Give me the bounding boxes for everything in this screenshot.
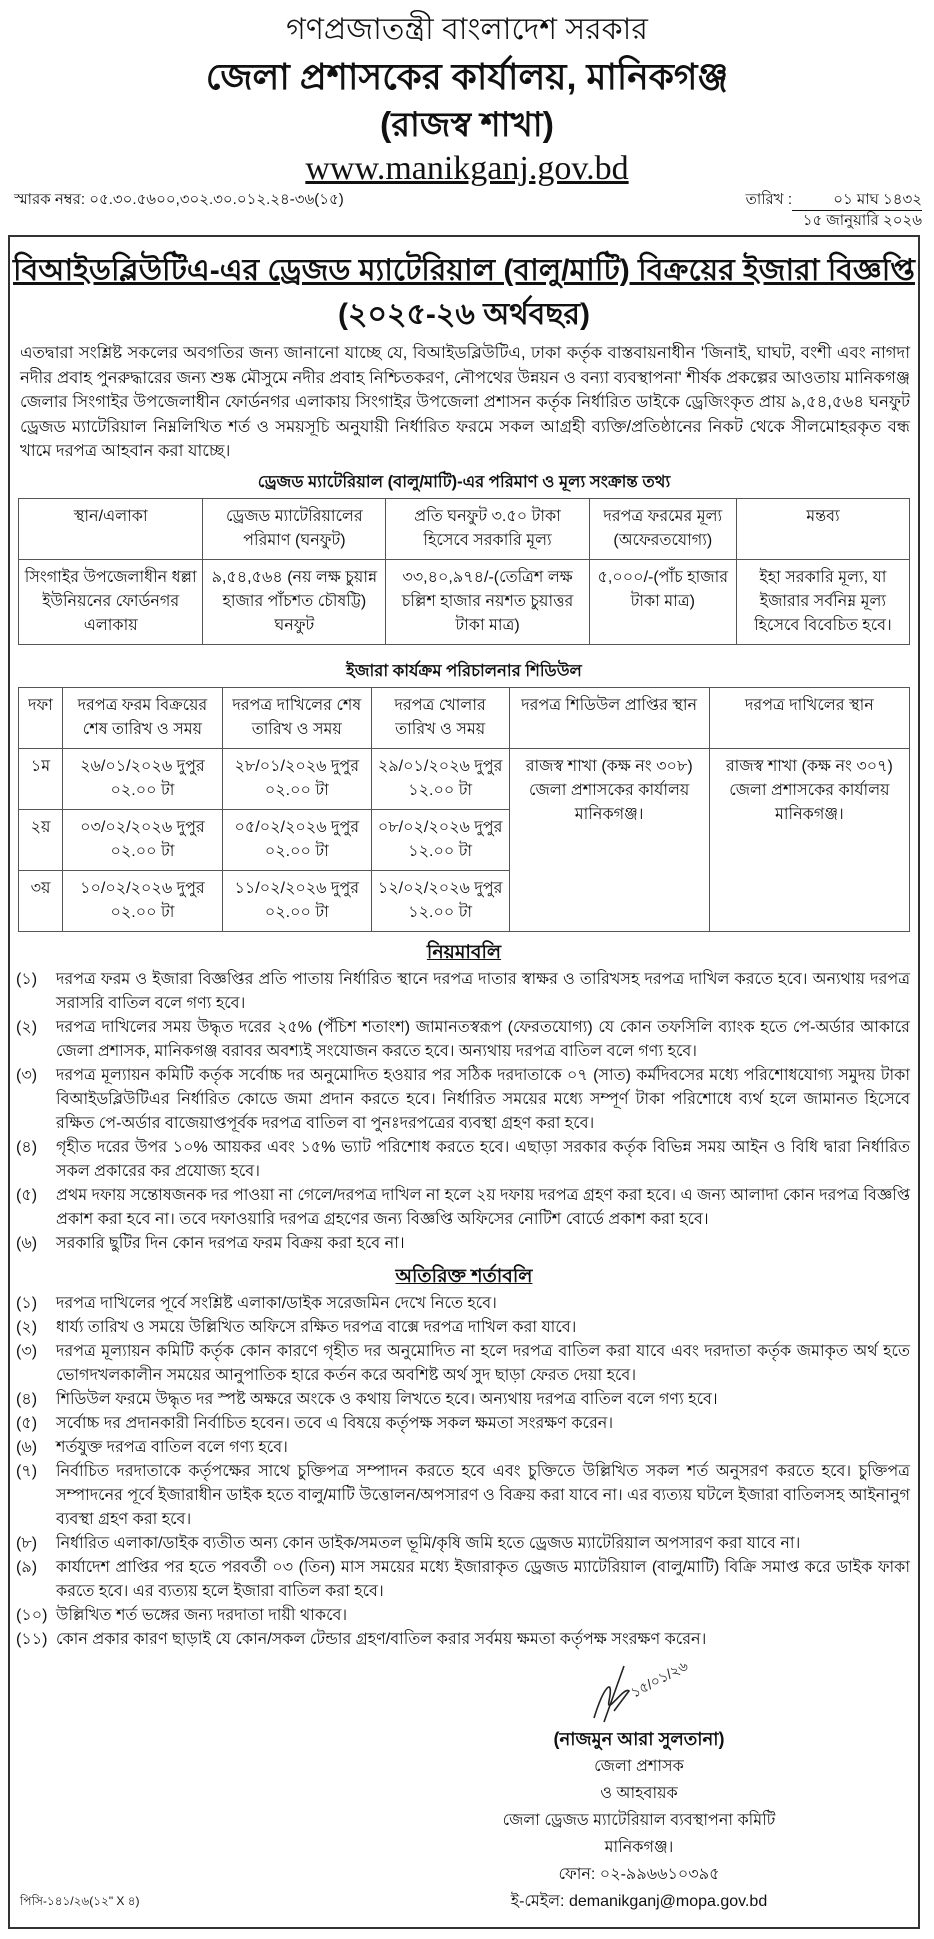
item-number: (১) <box>16 970 38 988</box>
phase-cell: ৩য় <box>19 870 63 931</box>
item-text: দরপত্র মূল্যায়ন কমিটি কর্তৃক সর্বোচ্চ দর অনুমোদিত হওয়ার পর সঠিক দরদাতাকে ০৭ (সাত) কর্মদিবসের মধ্যে পরিশোধযোগ্য সমুদয় টাকা বিআইডব্লিউটিএর নির্ধারিত কোডে জমা প্রদান করতে হবে। নির্ধারিত সময়ের মধ্যে সম্পূর্ণ টাকা পরিশোধে ব্যর্থ হলে জামানত হিসেবে রক্ষিত পে-অর্ডার বাজেয়াপ্তপূর্বক দরপত্র বাতিল বা পুনঃদরপত্রের ব্যবস্থা গ্রহণ করা হবে। <box>56 1066 910 1132</box>
submit-place-cell: রাজস্ব শাখা (কক্ষ নং ৩০৭) জেলা প্রশাসকের কার্যালয় মানিকগঞ্জ। <box>709 748 909 931</box>
list-item <box>16 1412 910 1436</box>
signatory-name: (নাজমুন আরা সুলতানা) <box>553 1728 725 1749</box>
submit-deadline-cell: ০৫/০২/২০২৬ দুপুর ০২.০০ টা <box>222 809 371 870</box>
column-header: স্থান/এলাকা <box>19 498 203 559</box>
table-cell: সিংগাইর উপজেলাধীন ধল্লা ইউনিয়নের ফোর্ডনগর এলাকায় <box>19 559 203 644</box>
item-text: শিডিউল ফরমে উদ্ধৃত দর স্পষ্ট অক্ষরে অংকে ও কথায় লিখতে হবে। অন্যথায় দরপত্র বাতিল বলে গণ্য হবে। <box>56 1390 718 1408</box>
table-cell: ইহা সরকারি মূল্য, যা ইজারার সর্বনিম্ন মূল্য হিসেবে বিবেচিত হবে। <box>736 559 909 644</box>
sale-deadline-cell: ০৩/০২/২০২৬ দুপুর ০২.০০ টা <box>63 809 223 870</box>
item-text: দরপত্র দাখিলের সময় উদ্ধৃত দরের ২৫% (পঁচিশ শতাংশ) জামানতস্বরূপ (ফেরতযোগ্য) যে কোন তফসিলি ব্যাংক হতে পে-অর্ডার আকারে জেলা প্রশাসক, মানিকগঞ্জ বরাবর অবশ্যই সংযোজন করতে হবে। অন্যথায় দরপত্র বাতিল বলে গণ্য হবে। <box>56 1018 910 1060</box>
memo-number: ০৫.৩০.৫৬০০,৩০২.৩০.০১২.২৪-৩৬(১৫) <box>89 191 344 208</box>
branch-name: (রাজস্ব শাখা) <box>380 106 554 144</box>
intro-paragraph: এতদ্বারা সংশ্লিষ্ট সকলের অবগতির জন্য জানানো যাচ্ছে যে, বিআইডব্লিউটিএ, ঢাকা কর্তৃক বাস্তবায়নাধীন 'জিনাই, ঘাঘট, বংশী এবং নাগদা নদীর প্রবাহ পুনরুদ্ধারের জন্য শুষ্ক মৌসুমে নদীর প্রবাহ নিশ্চিতকরণ, নৌপথের উন্নয়ন ও বন্যা ব্যবস্থাপনা' শীর্ষক প্রকল্পের আওতায় মানিকগঞ্জ জেলার সিংগাইর উপজেলাধীন ফোর্ডনগর এলাকায় সিংগাইর উপজেলা প্রশাসন কর্তৃক নির্ধারিত ডাইকে ড্রেজিংকৃত প্রায় ৯,৫৪,৫৬৪ ঘনফুট ড্রেজড ম্যাটেরিয়াল নিম্নলিখিত শর্ত ও সময়সূচি অনুযায়ী নির্ধারিত ফরমে সকল আগ্রহী ব্যক্তি/প্রতিষ্ঠানের নিকট থেকে সীলমোহরকৃত বন্ধ খামে দরপত্র আহবান করা যাচ্ছে। <box>20 344 910 460</box>
list-item <box>16 1184 910 1232</box>
list-item <box>16 1316 910 1340</box>
item-number: (৫) <box>16 1186 38 1204</box>
submit-deadline-cell: ১১/০২/২০২৬ দুপুর ০২.০০ টা <box>222 870 371 931</box>
date-bangla: ০১ মাঘ ১৪৩২ <box>792 190 922 211</box>
column-header: মন্তব্য <box>736 498 909 559</box>
rules-list <box>10 968 918 1256</box>
item-text: দরপত্র ফরম ও ইজারা বিজ্ঞপ্তির প্রতি পাতায় নির্ধারিত স্থানে দরপত্র দাতার স্বাক্ষর ও তারিখসহ দরপত্র দাখিল করতে হবে। অন্যথায় দরপত্র সরাসরি বাতিল বলে গণ্য হবে। <box>56 970 910 1012</box>
fiscal-year: (২০২৫-২৬ অর্থবছর) <box>337 298 591 331</box>
phone: ফোন: ০২-৯৯৬৬১০৩৯৫ <box>558 1865 720 1883</box>
table-cell: ৫,০০০/-(পাঁচ হাজার টাকা মাত্র) <box>589 559 736 644</box>
extra-conditions-list <box>10 1292 918 1652</box>
committee: জেলা ড্রেজড ম্যাটেরিয়াল ব্যবস্থাপনা কমিটি <box>502 1811 776 1829</box>
item-text: নির্ধারিত এলাকা/ডাইক ব্যতীত অন্য কোন ডাইক/সমতল ভূমি/কৃষি জমি হতে ড্রেজড ম্যাটেরিয়াল অপসারণ করা যাবে না। <box>56 1534 801 1552</box>
list-item <box>16 1136 910 1184</box>
item-number: (৩) <box>16 1066 38 1084</box>
item-text: প্রথম দফায় সন্তোষজনক দর পাওয়া না গেলে/দরপত্র দাখিল না হলে ২য় দফায় দরপত্র গ্রহণ করা হবে। এ জন্য আলাদা কোন দরপত্র বিজ্ঞপ্তি প্রকাশ করা হবে না। তবে দফাওয়ারি দরপত্র গ্রহণের জন্য বিজ্ঞপ্তি অফিসের নোটিশ বোর্ডে প্রকাশ করা হবে। <box>56 1186 910 1228</box>
schedule-place-cell: রাজস্ব শাখা (কক্ষ নং ৩০৮) জেলা প্রশাসকের কার্যালয় মানিকগঞ্জ। <box>509 748 709 931</box>
item-number: (১০) <box>16 1606 48 1624</box>
website-link[interactable]: www.manikganj.gov.bd <box>305 150 629 187</box>
signature-block <box>474 1656 804 1915</box>
list-item <box>16 1604 910 1628</box>
item-number: (১) <box>16 1294 38 1312</box>
office-name: জেলা প্রশাসকের কার্যালয়, মানিকগঞ্জ <box>205 56 729 97</box>
column-header: দফা <box>19 687 63 748</box>
table-row <box>19 559 910 644</box>
schedule-caption: ইজারা কার্যক্রম পরিচালনার শিডিউল <box>346 661 582 680</box>
list-item <box>16 1064 910 1136</box>
opening-cell: ০৮/০২/২০২৬ দুপুর ১২.০০ টা <box>371 809 509 870</box>
notice-body <box>8 235 920 1929</box>
item-text: ধার্য্য তারিখ ও সময়ে উল্লিখিত অফিসে রক্ষিত দরপত্র বাক্সে দরপত্র দাখিল করা যাবে। <box>56 1318 577 1336</box>
item-text: দরপত্র মূল্যায়ন কমিটি কর্তৃক কোন কারণে গৃহীত দর অনুমোদিত না হলে দরপত্র বাতিল করা যাবে এবং দরদাতা কর্তৃক জমাকৃত অর্থ হতে ভোগদখলকালীন সময়ের আনুপাতিক হারে কর্তন করে অবশিষ্ট অর্থ সুদ ছাড়া ফেরত দেয়া হবে। <box>56 1342 910 1384</box>
item-text: উল্লিখিত শর্ত ভঙ্গের জন্য দরদাতা দায়ী থাকবে। <box>56 1606 348 1624</box>
phase-cell: ১ম <box>19 748 63 809</box>
list-item <box>16 1340 910 1388</box>
rules-heading: নিয়মাবলি <box>426 941 502 963</box>
info-table <box>18 498 910 645</box>
item-text: সর্বোচ্চ দর প্রদানকারী নির্বাচিত হবেন। তবে এ বিষয়ে কর্তৃপক্ষ সকল ক্ষমতা সংরক্ষণ করেন। <box>56 1414 614 1432</box>
item-text: দরপত্র দাখিলের পূর্বে সংশ্লিষ্ট এলাকা/ডাইক সরেজমিন দেখে নিতে হবে। <box>56 1294 497 1312</box>
pc-code: পিসি-১৪১/২৬(১২" X ৪) <box>20 1893 140 1908</box>
list-item <box>16 968 910 1016</box>
column-header: দরপত্র দাখিলের স্থান <box>709 687 909 748</box>
table-row <box>19 748 910 809</box>
list-item <box>16 1016 910 1064</box>
item-number: (৫) <box>16 1414 38 1432</box>
list-item <box>16 1628 910 1652</box>
list-item <box>16 1436 910 1460</box>
column-header: প্রতি ঘনফুট ৩.৫০ টাকা হিসেবে সরকারি মূল্য <box>386 498 589 559</box>
opening-cell: ১২/০২/২০২৬ দুপুর ১২.০০ টা <box>371 870 509 931</box>
list-item <box>16 1292 910 1316</box>
item-number: (২) <box>16 1318 38 1336</box>
item-text: গৃহীত দরের উপর ১০% আয়কর এবং ১৫% ভ্যাট পরিশোধ করতে হবে। এছাড়া সরকার কর্তৃক বিভিন্ন সময় আইন ও বিধি দ্বারা নির্ধারিত সকল প্রকারের কর প্রযোজ্য হবে। <box>56 1138 910 1180</box>
column-header: দরপত্র খোলার তারিখ ও সময় <box>371 687 509 748</box>
column-header: দরপত্র ফরম বিক্রয়ের শেষ তারিখ ও সময় <box>63 687 223 748</box>
item-number: (৪) <box>16 1390 38 1408</box>
item-text: নির্বাচিত দরদাতাকে কর্তৃপক্ষের সাথে চুক্তিপত্র সম্পাদন করতে হবে এবং চুক্তিতে উল্লিখিত সকল শর্ত অনুসরণ করতে হবে। চুক্তিপত্র সম্পাদনের পূর্বে ইজারাধীন ডাইক হতে বালু/মাটি উত্তোলন/অপসারণ ও বিক্রয় করা যাবে না। এর ব্যত্যয় ঘটলে ইজারা বাতিলসহ আইনানুগ ব্যবস্থা গ্রহণ করা হবে। <box>56 1462 910 1528</box>
item-number: (৬) <box>16 1234 38 1252</box>
item-number: (২) <box>16 1018 38 1036</box>
extra-conditions-heading: অতিরিক্ত শর্তাবলি <box>395 1265 533 1287</box>
item-text: কোন প্রকার কারণ ছাড়াই যে কোন/সকল টেন্ডার গ্রহণ/বাতিল করার সর্বময় ক্ষমতা কর্তৃপক্ষ সংরক্ষণ করেন। <box>56 1630 707 1648</box>
item-number: (৩) <box>16 1342 38 1360</box>
item-text: সরকারি ছুটির দিন কোন দরপত্র ফরম বিক্রয় করা হবে না। <box>56 1234 405 1252</box>
phase-cell: ২য় <box>19 809 63 870</box>
table-cell: ৩৩,৪০,৯৭৪/-(তেত্রিশ লক্ষ চল্লিশ হাজার নয়শত চুয়াত্তর টাকা মাত্র) <box>386 559 589 644</box>
column-header: ড্রেজড ম্যাটেরিয়ালের পরিমাণ (ঘনফুট) <box>203 498 386 559</box>
item-text: শর্তযুক্ত দরপত্র বাতিল বলে গণ্য হবে। <box>56 1438 288 1456</box>
date-label: তারিখ : <box>745 191 792 208</box>
item-number: (৯) <box>16 1558 38 1576</box>
memo-line <box>0 190 934 231</box>
item-number: (৭) <box>16 1462 38 1480</box>
item-number: (৬) <box>16 1438 38 1456</box>
schedule-table <box>18 687 910 932</box>
notice-title: বিআইডব্লিউটিএ-এর ড্রেজড ম্যাটেরিয়াল (বালু/মাটি) বিক্রয়ের ইজারা বিজ্ঞপ্তি <box>13 254 915 287</box>
list-item <box>16 1532 910 1556</box>
item-number: (৮) <box>16 1534 38 1552</box>
opening-cell: ২৯/০১/২০২৬ দুপুর ১২.০০ টা <box>371 748 509 809</box>
designation: জেলা প্রশাসক <box>594 1757 684 1775</box>
column-header: দরপত্র ফরমের মূল্য (অফেরতযোগ্য) <box>589 498 736 559</box>
footer-area <box>10 1656 918 1915</box>
email-label: ই-মেইল: <box>510 1892 565 1910</box>
role: ও আহবায়ক <box>600 1784 678 1802</box>
info-table-caption: ড্রেজড ম্যাটেরিয়াল (বালু/মাটি)-এর পরিমাণ ও মূল্য সংক্রান্ত তথ্য <box>257 472 671 491</box>
list-item <box>16 1460 910 1532</box>
item-number: (১১) <box>16 1630 48 1648</box>
district: মানিকগঞ্জ। <box>604 1838 674 1856</box>
memo-label: স্মারক নম্বর: <box>14 191 86 208</box>
item-number: (৪) <box>16 1138 38 1156</box>
column-header: দরপত্র দাখিলের শেষ তারিখ ও সময় <box>222 687 371 748</box>
list-item <box>16 1556 910 1604</box>
table-cell: ৯,৫৪,৫৬৪ (নয় লক্ষ চুয়ান্ন হাজার পাঁচশত চৌষট্টি) ঘনফুট <box>203 559 386 644</box>
column-header: দরপত্র শিডিউল প্রাপ্তির স্থান <box>509 687 709 748</box>
list-item <box>16 1232 910 1256</box>
date-english: ১৫ জানুয়ারি ২০২৬ <box>802 212 922 229</box>
handwritten-date: ১৫/০১/২৬ <box>627 1656 691 1701</box>
letterhead <box>0 0 934 190</box>
sale-deadline-cell: ১০/০২/২০২৬ দুপুর ০২.০০ টা <box>63 870 223 931</box>
item-text: কার্যাদেশ প্রাপ্তির পর হতে পরবর্তী ০৩ (তিন) মাস সময়ের মধ্যে ইজারাকৃত ড্রেজড ম্যাটেরিয়াল (বালু/মাটি) বিক্রি সমাপ্ত করে ডাইক ফাকা করতে হবে। এর ব্যত্যয় হলে ইজারা বাতিল করা হবে। <box>56 1558 910 1600</box>
email-link[interactable]: demanikganj@mopa.gov.bd <box>568 1892 768 1910</box>
list-item <box>16 1388 910 1412</box>
govt-name: গণপ্রজাতন্ত্রী বাংলাদেশ সরকার <box>286 13 648 46</box>
sale-deadline-cell: ২৬/০১/২০২৬ দুপুর ০২.০০ টা <box>63 748 223 809</box>
submit-deadline-cell: ২৮/০১/২০২৬ দুপুর ০২.০০ টা <box>222 748 371 809</box>
